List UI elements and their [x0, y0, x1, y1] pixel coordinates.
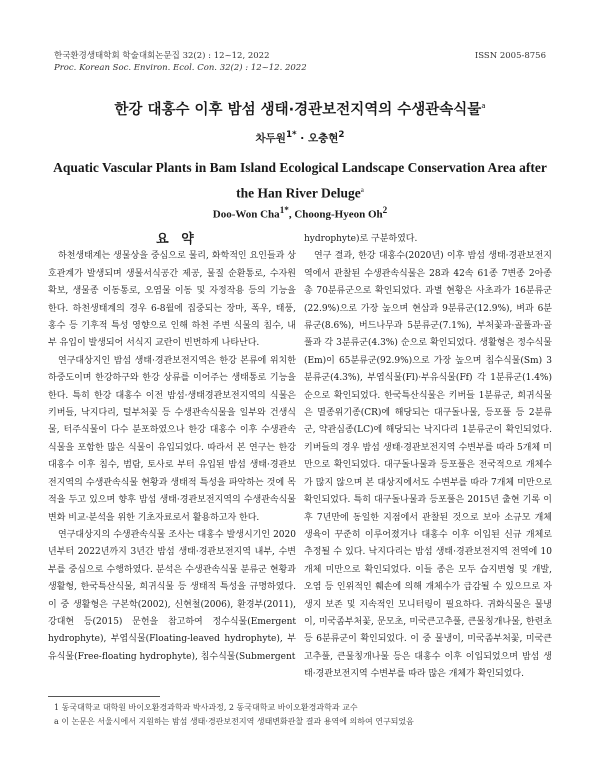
journal-title-en: Proc. Korean Soc. Environ. Ecol. Con. 32(2) : 12~12. 2022 — [54, 63, 307, 73]
running-header — [54, 50, 546, 74]
paragraph: 연구 결과, 한강 대홍수(2020년) 이후 밤섬 생태·경관보전지역에서 관찰된 수생관속식물은 28과 42속 61종 7변종 2아종 총 70분류군으로 확인되었다. 과별 현황은 사초과가 16분류군(22.9%)으로 가장 높으며 현삼과 9분류군(12.9%), 벼과 6분류군(8.6%), 버드나무과 5분류군(7.1%), 부처꽃과·골풀과·골풀과 각 3분류군(4.3%) 순으로 확인되었다. 생활형은 정수식물(Em)이 65분류군(92.9%)으로 가장 높으며 침수식물(Sm) 3분류군(4.3%), 부엽식물(Fl)·부유식물(Ff) 각 1분류군(1.4%) 순으로 확인되었다. 한국특산식물은 키버들 1분류군, 희귀식물은 멸종위기종(CR)에 해당되는 대구돌나물, 등포풀 등 2분류군, 약관심종(LC)에 해당되는 낙지다리 1분류군이 확인되었다. 키버들의 경우 밤섬 생태·경관보전지역 수변부를 따라 5개체 미만으로 확인되었다. 대구돌나물과 등포풀은 전국적으로 개체수가 많지 않으며 본 대상지에서도 수변부를 따라 7개체 미만으로 확인되었다. 특히 대구돌나물과 등포풀은 2015년 출현 기록 이후 7년만에 동일한 지점에서 관찰된 것으로 보아 소규모 개체 생육이 꾸준히 이루어졌거나 대홍수 이후 이입된 신규 개체로 추정될 수 있다. 낙지다리는 밤섬 생태·경관보전지역 전역에 10개체 미만으로 확인되었다. 이들 종은 모두 습지변형 및 개발, 오염 등 인위적인 훼손에 의해 개체수가 급감될 수 있으므로 자생지 보존 및 지속적인 모니터링이 필요하다. 귀화식물은 물냉이, 미국좀부처꽃, 문모초, 미국큰고추풀, 큰물칭개나물, 한련초 등 6분류군이 확인되었다. 이 중 물냉이, 미국좀부처꽃, 미국큰고추풀, 큰물칭개나물 등은 대홍수 이후 이입되었으며 밤섬 생태·경관보전지역 수변부를 따라 많은 개체가 확인되었다. — [304, 251, 552, 680]
authors-ko: 차두원$^{1*}$ · 오충현$^2$ — [255, 130, 345, 145]
abstract-heading: 요 약 — [156, 232, 198, 247]
paragraph: 연구대상지의 수생관속식물 조사는 대홍수 발생시기인 2020년부터 2022년까지 3년간 밤섬 생태·경관보전지역 내부, 수변부를 중심으로 수행하였다. 분석은 수생관속식물 분류군 현황과 생활형, 한국특산식물, 희귀식물 등 생태적 특성을 규명하였다. 이 중 생활형은 구본학(2002), 신현철(2006), 환경부(2011), 강대현 등(2015) 문헌을 참고하여 정수식물(Emergent hydrophyte), 부엽식물(Floating-leaved hydrophyte), 부유식물(Free-floating hydrophyte), 침수식물(Submergent — [48, 529, 296, 662]
paragraph: 하천생태계는 생물상을 중심으로 물리, 화학적인 요인들과 상호관계가 발생되며 생물서식공간 제공, 물질 순환통로, 수자원 확보, 생물종 이동통로, 오염물 이동 및 자정작용 등의 기능을 한다. 하천생태계의 경우 6-8월에 집중되는 장마, 폭우, 태풍, 홍수 등 기후적 특성 영향으로 인해 하천 주변 식물의 침수, 내부 유입이 발생되어 서식지 교란이 빈번하게 나타난다. — [48, 251, 296, 349]
footnote-divider — [48, 696, 160, 697]
right-column — [304, 231, 552, 684]
paragraph: 연구대상지인 밤섬 생태·경관보전지역은 한강 본류에 위치한 하중도이며 한강하구와 한강 상류를 이어주는 생태통로 기능을 한다. 특히 한강 대홍수 이전 밤섬·생태경관보전지역의 식물은 키버들, 낙지다리, 털부처꽃 등 수생관속식물을 일부와 건생식물, 터주식물이 다수 분포하였으나 한강 대홍수 이후 수생관속식물을 포함한 많은 식물이 유입되었다. 따라서 본 연구는 한강 대홍수 이후 침수, 범람, 토사로 부터 유입된 밤섬 생태·경관보전지역의 수생관속식물 현황과 생태적 특성을 파악하는 것에 목적을 두고 있으며 향후 밤섬 생태·경관보전지역의 수생관속식물 변화 비교·분석을 위한 기초자료로서 활용하고자 한다. — [48, 355, 296, 523]
paper-title-en: Aquatic Vascular Plants in Bam Island Ecological Landscape Conservation Area after the Han River Deluge$^a$ — [53, 160, 547, 201]
paragraph-continuation: hydrophyte)로 구분하였다. — [304, 234, 418, 244]
paper-title-ko: 한강 대홍수 이후 밤섬 생태·경관보전지역의 수생관속식물$^a$ — [114, 102, 486, 118]
authors-en: Doo-Won Cha$^{1*}$, Choong-Hyeon Oh$^2$ — [212, 205, 388, 221]
footnote-funding: a 이 논문은 서울시에서 지원하는 밤섬 생태·경관보전지역 생태변화관찰 결과 용역에 의하여 연구되었음 — [54, 717, 414, 726]
footnote-affiliation: 1 동국대학교 대학원 바이오환경과학과 박사과정, 2 동국대학교 바이오환경과학과 교수 — [54, 703, 358, 712]
left-column — [48, 231, 296, 666]
journal-title-ko: 한국환경생태학회 학술대회논문집 32(2) : 12~12, 2022 — [54, 51, 270, 61]
issn: ISSN 2005-8756 — [474, 51, 546, 61]
